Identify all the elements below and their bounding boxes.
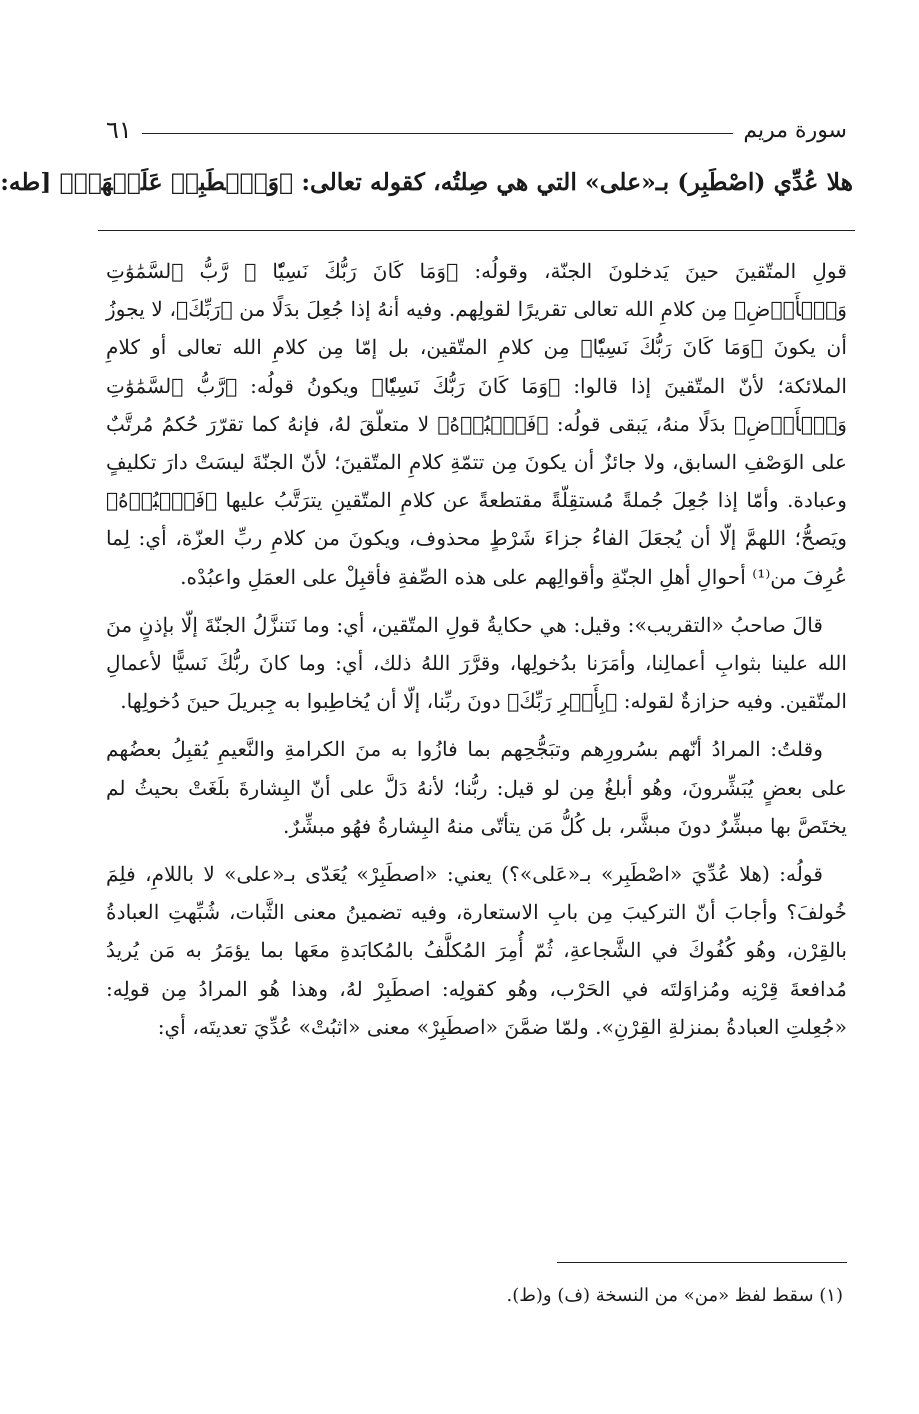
paragraph: قالَ صاحبُ «التقريب»: وقيل: هي حكايةُ قولِ المتّقين، أي: وما نَتنزَّلُ الجنّةَ إلّا بإذنٍ منَ الله علينا بثوابِ أعمالِنا، وأمَرَنا بدُخولِها، وقرَّرَ اللهُ ذلك، أي: وما كانَ ربُّكَ نَسيًّا لأعمالِ المتّقين. وفيه حزازةٌ لقوله: ﴿بِأَمۡرِ رَبِّكَ﴾ دونَ ربِّنا، إلّا أن يُخاطِبوا به جِبريلَ حينَ دُخولِها.	[106, 612, 847, 714]
header-rule	[142, 133, 734, 134]
commentary	[106, 252, 847, 1056]
running-header	[106, 112, 847, 148]
paragraph: قولِ المتّقينَ حينَ يَدخلونَ الجنّة، وقولُه: ﴿وَمَا كَانَ رَبُّكَ نَسِيّٗا ۞ رَّبُّ ٱلسَّمَٰوَٰتِ وَٱلۡأَرۡضِ﴾ مِن كلامِ الله تعالى تقريرًا لقولِهم. وفيه أنهُ إذا جُعِلَ بدَلًا من ﴿رَبِّكَ﴾، لا يجوزُ أن يكونَ ﴿وَمَا كَانَ رَبُّكَ نَسِيّٗا﴾ مِن كلامِ المتّقين، بل إمّا مِن كلامِ الله تعالى أو كلامِ الملائكة؛ لأنّ المتّقينَ إذا قالوا: ﴿وَمَا كَانَ رَبُّكَ نَسِيّٗا﴾ ويكونُ قولُه: ﴿رَّبُّ ٱلسَّمَٰوَٰتِ وَٱلۡأَرۡضِ﴾ بدَلًا منهُ، يَبقى قولُه: ﴿فَٱعۡبُدۡهُ﴾ لا متعلّقَ لهُ، فإنهُ كما تقرّرَ حُكمُ مُرتَّبٌ على الوَصْفِ السابق، ولا جائزٌ أن يكونَ مِن تتمّةِ كلامِ المتّقينَ؛ لأنّ الجنّةَ ليسَتْ دارَ تكليفٍ وعبادة. وأمّا إذا جُعِلَ جُملةً مُستقِلّةً مقتطعةً عن كلامِ المتّقينِ يترَتَّبُ عليها ﴿فَٱعۡبُدۡهُ﴾ ويَصحُّ؛ اللهمَّ إلّا أن يُجعَلَ الفاءُ جزاءَ شَرْطٍ محذوف، ويكونَ من كلامِ ربِّ العزّة، أي: لِما عُرِفَ من⁽¹⁾ أحوالِ أهلِ الجنّةِ وأقوالِهم على هذه الصِّفةِ فأقبِلْ على العمَلِ واعبُدْه.	[106, 259, 847, 589]
paragraph: وقلتُ: المرادُ أنّهم بسُرورِهم وتبَجُّحِهم بما فازُوا به منَ الكرامةِ والنَّعيمِ يُقبِلُ بعضُهم على بعضٍ يُبَشِّرونَ، وهُو أبلغُ مِن لو قيل: ربُّنا؛ لأنهُ دَلَّ على أنّ البِشارةَ بلَغَتْ بحيثُ لم يختَصَّ بها مبشِّرٌ دونَ مبشَّر، بل كُلُّ مَن يتأتّى منهُ البِشارةُ فهُو مبشِّرٌ.	[106, 737, 847, 838]
surah-name: سورة مريم	[743, 117, 847, 143]
footnote: (١) سقط لفظ «من» من النسخة (ف) و(ط).	[506, 1285, 843, 1306]
page-number: ٦١	[106, 116, 132, 144]
footnote-rule	[557, 1262, 847, 1263]
paragraph: قولُه: (هلا عُدِّيَ «اصْطَبِر» بـ«عَلى»؟) يعني: «اصطَبِرْ» يُعَدّى بـ«على» لا باللامِ، فلِمَ خُولفَ؟ وأجابَ أنّ التركيبَ مِن بابِ الاستعارة، وفيه تضمينُ معنى الثَّبات، شُبِّهتِ العبادةُ بالقِرْن، وهُو كُفُوكَ في الشَّجاعةِ، ثُمّ أُمِرَ المُكلَّفُ بالمُكابَدةِ معَها بما يؤمَرُ به مَن يُريدُ مُدافعةَ قِرْنِه ومُزاوَلتَه في الحَرْب، وهُو كقولِه: اصطَبِرْ لهُ، وهذا هُو المرادُ مِن قولِه: «جُعِلتِ العبادةُ بمنزلةِ القِرْنِ». ولمّا ضمَّنَ «اصطَبِرْ» معنى «اثبُتْ» عُدِّيَ تعديتَه، أي:	[106, 862, 847, 1039]
matn-line: هلا عُدِّي (اصْطَبِر) بـ«على» التي هي صِلتُه، كقوله تعالى: ﴿وَٱصۡطَبِرۡ عَلَيۡهَاۗ﴾ [طه:	[0, 168, 853, 196]
separator-rule	[98, 230, 855, 231]
